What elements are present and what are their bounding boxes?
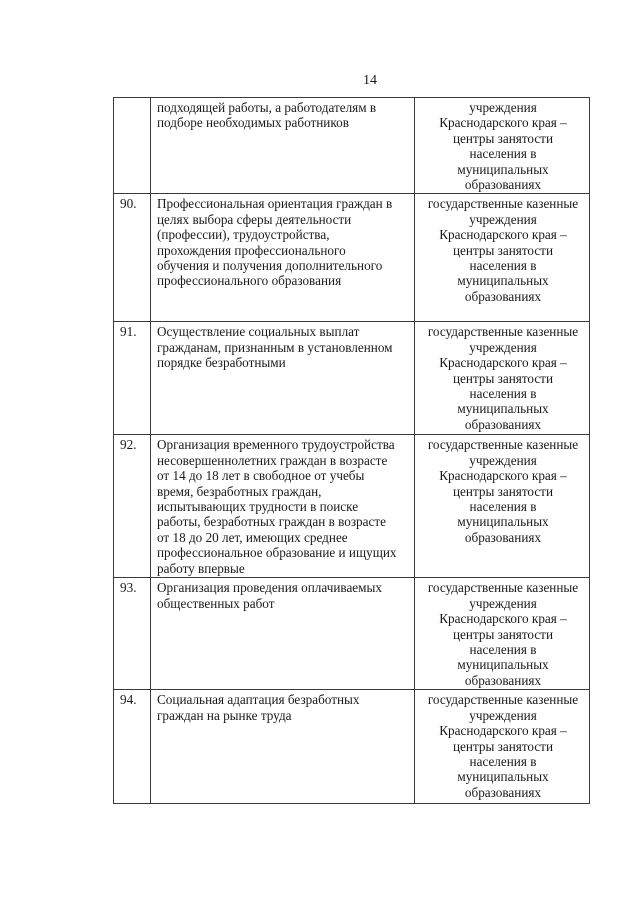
organization-cell <box>415 322 590 435</box>
service-name: Социальная адаптация безработных граждан на рынке труда <box>157 692 360 723</box>
service-name: подходящей работы, а работодателям в подборе необходимых работников <box>157 100 377 131</box>
organization-name: государственные казенные учреждения Краснодарского края – центры занятости населения в муниципальных образованиях <box>427 196 579 304</box>
service-name: Осуществление социальных выплат гражданам, признанным в установленном порядке безработными <box>157 324 393 371</box>
organization-cell <box>415 98 590 194</box>
organization-name: государственные казенные учреждения Краснодарского края – центры занятости населения в муниципальных образованиях <box>427 324 579 432</box>
service-name-cell <box>151 435 415 578</box>
row-number-cell <box>114 435 151 578</box>
service-name-cell <box>151 98 415 194</box>
service-name-cell <box>151 194 415 322</box>
table-row <box>114 194 590 322</box>
service-name: Организация временного трудоустройства несовершеннолетних граждан в возрасте от 14 до 18 лет в свободное от учебы время, безработных граждан, испытывающих трудности в поиске работы, безработных граждан в возрасте от 18 до 20 лет, имеющих среднее профессиональное образование и ищущих работу впервые <box>157 437 397 576</box>
service-name-cell <box>151 690 415 804</box>
row-number: 93. <box>120 580 137 596</box>
table-row <box>114 578 590 690</box>
row-number-cell <box>114 322 151 435</box>
table-row <box>114 322 590 435</box>
organization-name: государственные казенные учреждения Краснодарского края – центры занятости населения в муниципальных образованиях <box>427 692 579 800</box>
organization-name: государственные казенные учреждения Краснодарского края – центры занятости населения в муниципальных образованиях <box>427 580 579 688</box>
services-table <box>113 97 590 804</box>
table-row <box>114 435 590 578</box>
table-row <box>114 690 590 804</box>
service-name-cell <box>151 322 415 435</box>
row-number-cell <box>114 578 151 690</box>
row-number-cell <box>114 690 151 804</box>
table-row <box>114 98 590 194</box>
organization-cell <box>415 690 590 804</box>
organization-cell <box>415 435 590 578</box>
row-number-cell <box>114 194 151 322</box>
row-number-cell <box>114 98 151 194</box>
row-number: 94. <box>120 692 137 708</box>
service-name: Организация проведения оплачиваемых общественных работ <box>157 580 382 611</box>
service-name-cell <box>151 578 415 690</box>
organization-cell <box>415 194 590 322</box>
row-number: 91. <box>120 324 137 340</box>
organization-name: учреждения Краснодарского края – центры занятости населения в муниципальных образованиях <box>439 100 567 193</box>
organization-name: государственные казенные учреждения Краснодарского края – центры занятости населения в муниципальных образованиях <box>427 437 579 545</box>
organization-cell <box>415 578 590 690</box>
service-name: Профессиональная ориентация граждан в целях выбора сферы деятельности (профессии), трудоустройства, прохождения профессионального обучения и получения дополнительного профессионального образования <box>157 196 393 289</box>
row-number: 90. <box>120 196 137 212</box>
row-number: 92. <box>120 437 137 453</box>
page-number: 14 <box>363 73 377 88</box>
